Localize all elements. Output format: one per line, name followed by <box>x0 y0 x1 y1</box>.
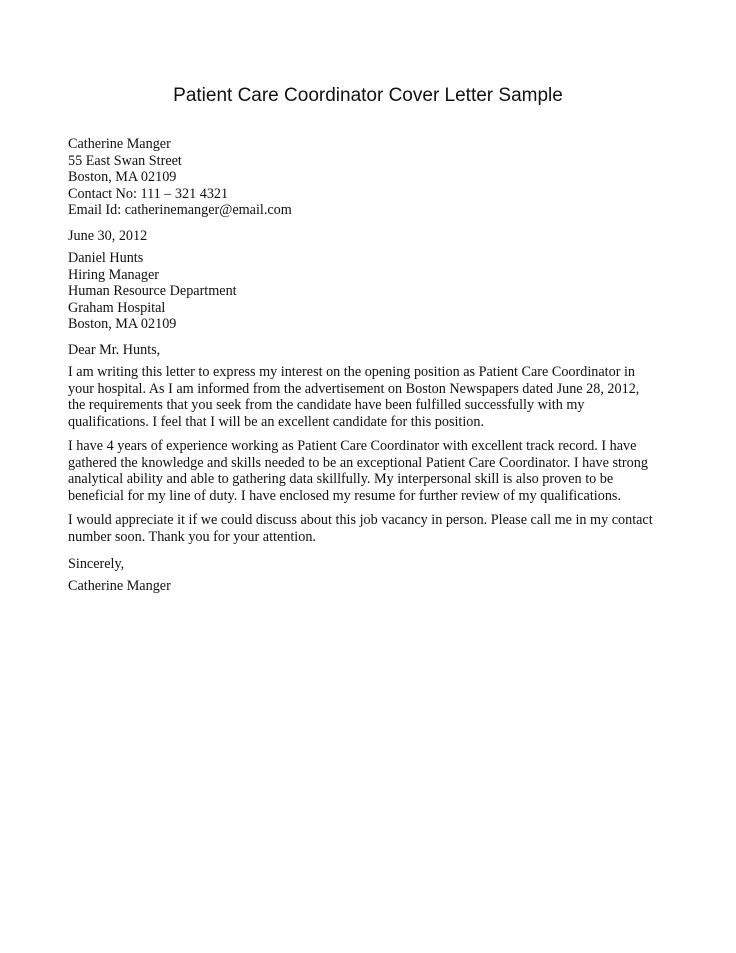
paragraph-line: beneficial for my line of duty. I have enclosed my resume for further review of my qualifications. <box>68 487 621 504</box>
paragraph-line: I have 4 years of experience working as Patient Care Coordinator with excellent track record. I have <box>68 438 637 454</box>
closing: Sincerely, <box>68 556 125 572</box>
document-title: Patient Care Coordinator Cover Letter Sample <box>173 85 563 106</box>
sender-email: Email Id: catherinemanger@email.com <box>68 202 292 219</box>
recipient-name: Daniel Hunts <box>68 250 144 266</box>
recipient-title: Hiring Manager <box>68 266 160 283</box>
paragraph-line: qualifications. I feel that I will be an excellent candidate for this position. <box>68 413 485 430</box>
paragraph-line: number soon. Thank you for your attention. <box>68 528 316 545</box>
letter-date: June 30, 2012 <box>68 228 148 244</box>
salutation: Dear Mr. Hunts, <box>68 342 161 358</box>
paragraph-experience <box>68 438 668 504</box>
paragraph-line: the requirements that you seek from the candidate have been fulfilled successfully with my <box>68 397 585 414</box>
recipient-address-block <box>68 250 668 333</box>
signature-name: Catherine Manger <box>68 578 171 594</box>
paragraph-line: your hospital. As I am informed from the advertisement on Boston Newspapers dated June 28, 2012, <box>68 380 640 397</box>
paragraph-line: analytical ability and able to gathering data skillfully. My interpersonal skill is also proven to be <box>68 471 614 488</box>
paragraph-line: I am writing this letter to express my interest on the opening position as Patient Care Coordinator in <box>68 364 636 380</box>
recipient-organization: Graham Hospital <box>68 299 166 316</box>
paragraph-interest <box>68 364 668 430</box>
sender-street: 55 East Swan Street <box>68 152 182 169</box>
sender-address-block <box>68 136 668 219</box>
sender-contact: Contact No: 111 – 321 4321 <box>68 185 229 202</box>
recipient-department: Human Resource Department <box>68 283 237 300</box>
sender-name: Catherine Manger <box>68 136 171 152</box>
paragraph-request <box>68 512 668 545</box>
sender-city: Boston, MA 02109 <box>68 169 177 186</box>
paragraph-line: gathered the knowledge and skills needed to be an exceptional Patient Care Coordinator. I have strong <box>68 454 648 471</box>
recipient-city: Boston, MA 02109 <box>68 316 177 333</box>
paragraph-line: I would appreciate it if we could discuss about this job vacancy in person. Please call me in my contact <box>68 512 653 528</box>
